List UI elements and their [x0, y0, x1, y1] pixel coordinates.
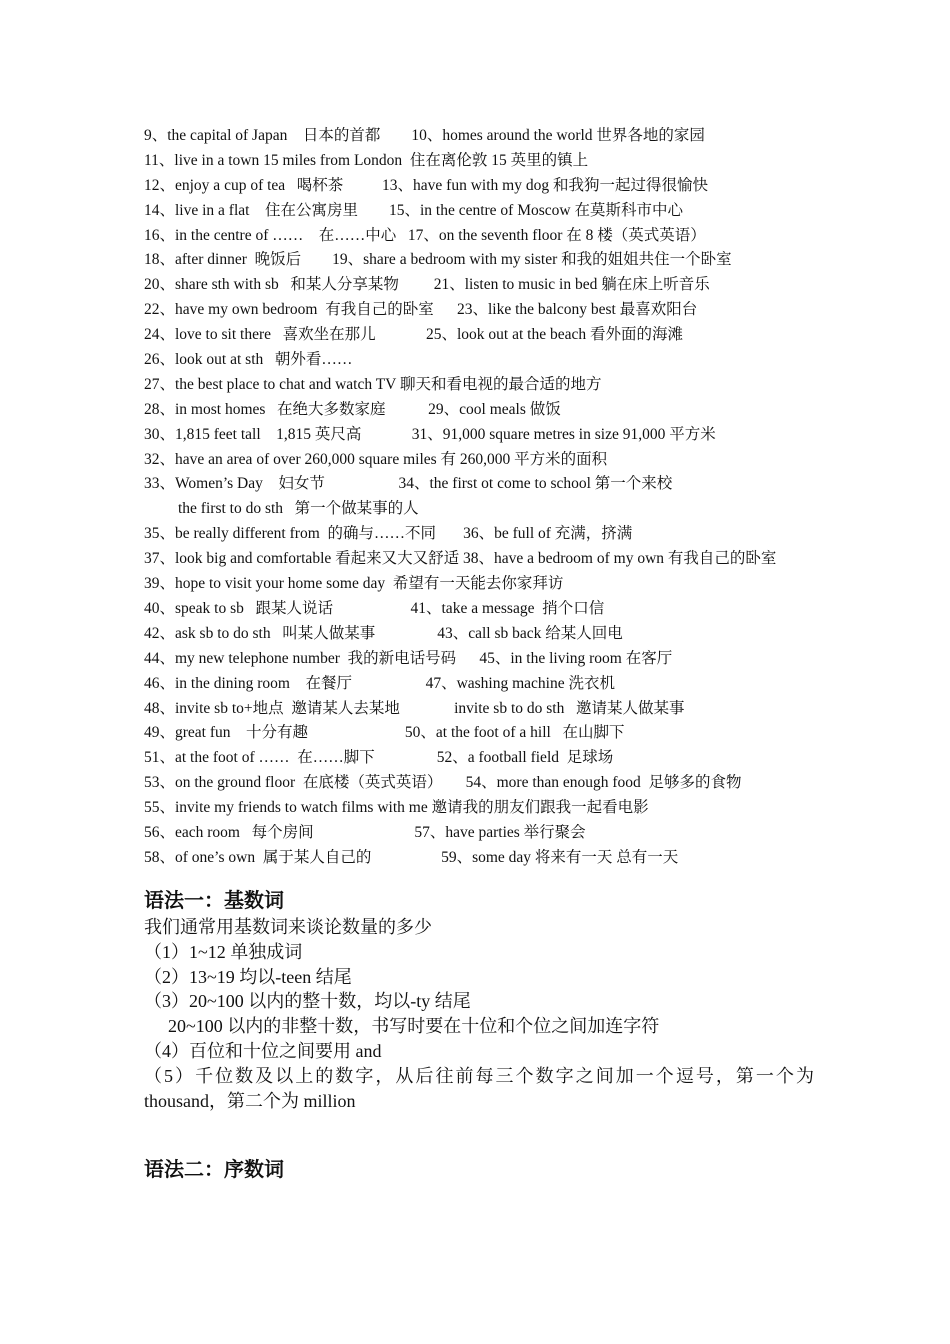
phrase-line: 51、at the foot of …… 在……脚下 52、a football field 足球场: [144, 749, 614, 767]
grammar-rule: （4）百位和十位之间要用 and: [144, 1041, 382, 1062]
grammar-rule: （3）20~100 以内的整十数，均以-ty 结尾: [144, 991, 471, 1012]
phrase-line: 11、live in a town 15 miles from London 住在离伦敦 15 英里的镇上: [144, 151, 589, 169]
grammar-rule: （2）13~19 均以-teen 结尾: [144, 966, 352, 987]
grammar-section-ordinal: [144, 1156, 814, 1184]
phrase-line: 33、Women’s Day 妇女节 34、the first ot come to school 第一个来校: [144, 475, 673, 493]
document-page: [144, 124, 814, 1184]
phrase-line: 14、live in a flat 住在公寓房里 15、in the centre of Moscow 在莫斯科市中心: [144, 201, 683, 219]
phrase-line: 28、in most homes 在绝大多数家庭 29、cool meals 做饭: [144, 400, 561, 418]
phrase-line: 12、enjoy a cup of tea 喝杯茶 13、have fun with my dog 和我狗一起过得很愉快: [144, 176, 708, 194]
phrase-line: 40、speak to sb 跟某人说话 41、take a message 捎个口信: [144, 599, 605, 617]
phrase-list: [144, 124, 814, 871]
phrase-line: 20、share sth with sb 和某人分享某物 21、listen to music in bed 躺在床上听音乐: [144, 276, 710, 294]
grammar-rule: （5）千位数及以上的数字，从后往前每三个数字之间加一个逗号，第一个为 thousand，第二个为 million: [144, 1066, 814, 1112]
phrase-line: 48、invite sb to+地点 邀请某人去某地 invite sb to do sth 邀请某人做某事: [144, 699, 685, 717]
phrase-line: 44、my new telephone number 我的新电话号码 45、in the living room 在客厅: [144, 649, 673, 667]
phrase-line: 55、invite my friends to watch films with me 邀请我的朋友们跟我一起看电影: [144, 799, 649, 817]
phrase-line: 30、1,815 feet tall 1,815 英尺高 31、91,000 square metres in size 91,000 平方米: [144, 425, 716, 443]
phrase-line: 22、have my own bedroom 有我自己的卧室 23、like the balcony best 最喜欢阳台: [144, 301, 698, 319]
grammar-section-cardinal: [144, 887, 814, 1114]
phrase-line: 24、love to sit there 喜欢坐在那儿 25、look out at the beach 看外面的海滩: [144, 326, 683, 344]
phrase-line: 37、look big and comfortable 看起来又大又舒适 38、have a bedroom of my own 有我自己的卧室: [144, 550, 777, 568]
phrase-line: 27、the best place to chat and watch TV 聊天和看电视的最合适的地方: [144, 375, 602, 393]
grammar-rule: （1）1~12 单独成词: [144, 941, 303, 962]
grammar-rule: 20~100 以内的非整十数，书写时要在十位和个位之间加连字符: [168, 1016, 660, 1037]
phrase-line: 16、in the centre of …… 在……中心 17、on the seventh floor 在 8 楼（英式英语）: [144, 226, 706, 244]
phrase-line: 58、of one’s own 属于某人自己的 59、some day 将来有一天 总有一天: [144, 848, 679, 866]
phrase-line: 46、in the dining room 在餐厅 47、washing machine 洗衣机: [144, 674, 615, 692]
phrase-line: 35、be really different from 的确与……不同 36、be full of 充满，挤满: [144, 525, 633, 543]
phrase-line: the first to do sth 第一个做某事的人: [178, 500, 419, 518]
section-heading: 语法一：基数词: [144, 889, 284, 912]
phrase-line: 18、after dinner 晚饭后 19、share a bedroom with my sister 和我的姐姐共住一个卧室: [144, 251, 732, 269]
phrase-line: 26、look out at sth 朝外看……: [144, 351, 353, 369]
phrase-line: 53、on the ground floor 在底楼（英式英语） 54、more than enough food 足够多的食物: [144, 774, 742, 792]
phrase-line: 32、have an area of over 260,000 square miles 有 260,000 平方米的面积: [144, 450, 608, 468]
phrase-line: 56、each room 每个房间 57、have parties 举行聚会: [144, 823, 586, 841]
phrase-line: 49、great fun 十分有趣 50、at the foot of a hill 在山脚下: [144, 724, 625, 742]
phrase-line: 9、the capital of Japan 日本的首都 10、homes around the world 世界各地的家园: [144, 127, 705, 144]
phrase-line: 39、hope to visit your home some day 希望有一天能去你家拜访: [144, 575, 564, 593]
phrase-line: 42、ask sb to do sth 叫某人做某事 43、call sb back 给某人回电: [144, 624, 623, 642]
section-heading: 语法二：序数词: [144, 1158, 284, 1181]
grammar-intro: 我们通常用基数词来谈论数量的多少: [144, 916, 432, 937]
